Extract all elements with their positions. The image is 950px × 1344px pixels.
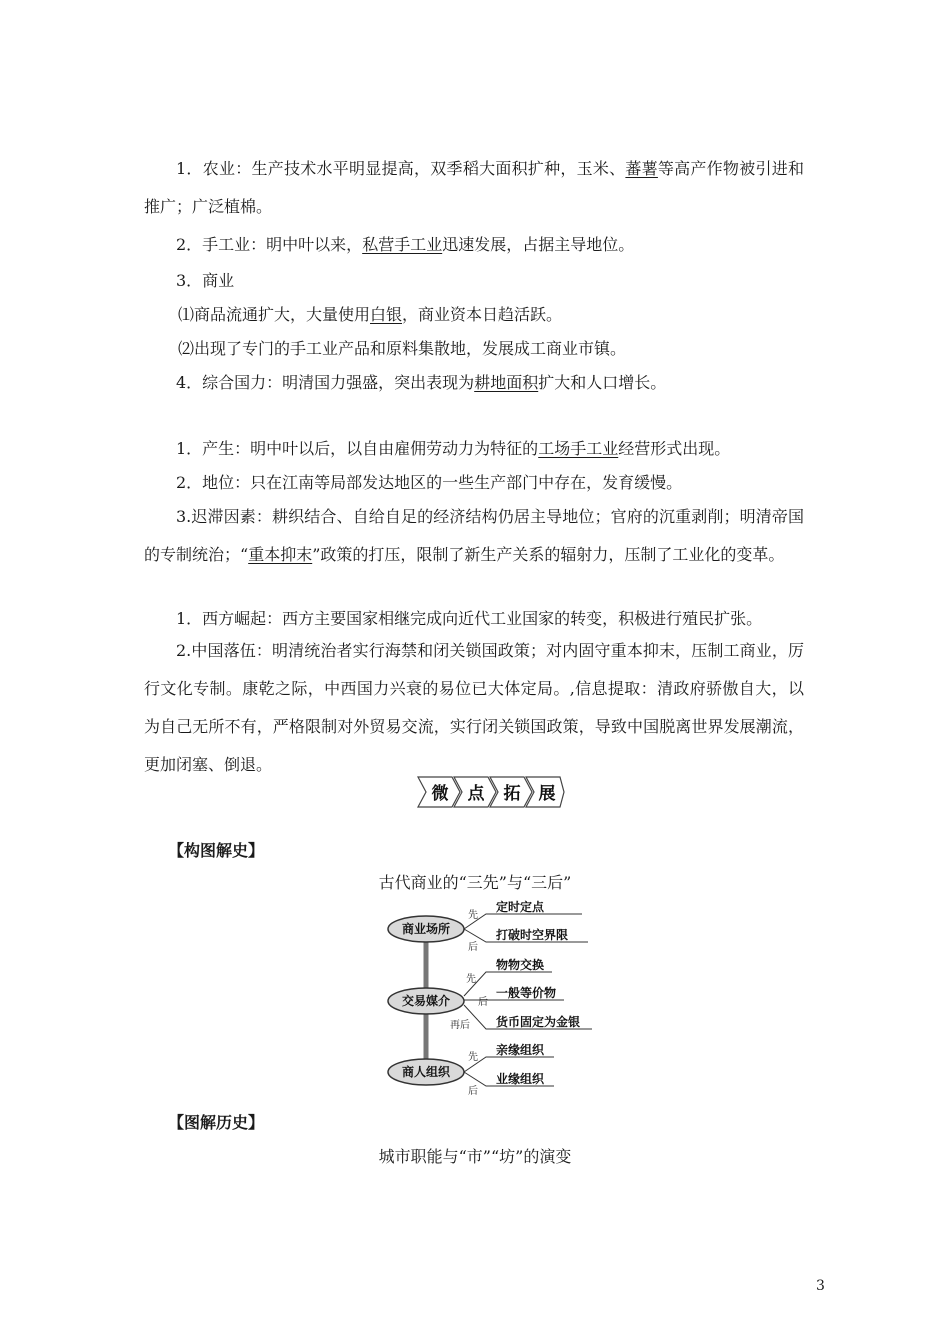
emergence-text: 1．产生：明中叶以后，以自由雇佣劳动力为特征的	[176, 439, 539, 458]
banner-char-4: 展	[538, 784, 556, 804]
national-power-underlined: 耕地面积	[474, 373, 539, 392]
commerce-diagram	[370, 892, 610, 1102]
node-label-place: 商业场所	[401, 922, 451, 936]
tag-medium-latest: 再后	[450, 1020, 470, 1031]
handicraft-text-end: 迅速发展，占据主导地位。	[442, 235, 635, 254]
agriculture-text: 1．农业：生产技术水平明显提高，双季稻大面积扩种，玉米、	[176, 159, 626, 178]
commerce-item-1	[178, 296, 804, 334]
tag-merchant-later: 后	[468, 1086, 478, 1097]
banner-char-3: 拓	[503, 784, 521, 804]
branch-break-limits: 打破时空界限	[496, 928, 569, 942]
page-number: 3	[816, 1278, 825, 1294]
handicraft-underlined-term: 私营手工业	[362, 235, 443, 254]
node-label-merchant: 商人组织	[401, 1065, 451, 1079]
tag-medium-later: 后	[478, 997, 488, 1008]
tag-place-later: 后	[468, 942, 478, 953]
stagnation-paragraph	[144, 498, 804, 574]
branch-general-equivalent: 一般等价物	[496, 986, 557, 1000]
tag-merchant-first: 先	[468, 1052, 478, 1063]
branch-occupation: 业缘组织	[496, 1072, 545, 1086]
banner-char-2: 点	[467, 784, 485, 804]
node-label-medium: 交易媒介	[401, 994, 451, 1008]
stagnation-text: 3.迟滞因素：耕织结合、自给自足的经济结构仍居主导地位；官府的沉重剥削；明清帝国的专制统治；“	[144, 507, 804, 564]
branch-fixed-time-place: 定时定点	[496, 900, 545, 914]
commerce-heading-text: 3．商业	[176, 271, 235, 290]
branch-barter: 物物交换	[496, 958, 545, 972]
handicraft-text: 2．手工业：明中叶以来，	[176, 235, 363, 254]
national-power-paragraph	[144, 364, 804, 402]
commerce-item-2	[178, 330, 804, 368]
stagnation-underlined: 重本抑末	[248, 545, 313, 564]
west-rise-text: 1．西方崛起：西方主要国家相继完成向近代工业国家的转变，积极进行殖民扩张。	[176, 609, 763, 628]
goutu-heading: 【构图解史】	[168, 841, 265, 860]
status-paragraph	[144, 464, 804, 502]
emergence-text-end: 经营形式出现。	[618, 439, 731, 458]
branch-kinship: 亲缘组织	[496, 1043, 545, 1057]
commerce-item-1-text-end: ，商业资本日趋活跃。	[402, 305, 563, 324]
micro-point-banner	[416, 774, 566, 810]
status-text: 2．地位：只在江南等局部发达地区的一些生产部门中存在，发育缓慢。	[176, 473, 683, 492]
china-decline-text: 2.中国落伍：明清统治者实行海禁和闭关锁国政策；对内固守重本抑末，压制工商业，厉行文化专制。康乾之际，中西国力兴衰的易位已大体定局。,信息提取：清政府骄傲自大，以为自己无所不有，严格限制对外贸易交流，实行闭关锁国政策，导致中国脱离世界发展潮流，更加闭塞、倒退。	[144, 641, 804, 774]
emergence-paragraph	[144, 430, 804, 468]
banner-char-1: 微	[431, 784, 449, 804]
branch-gold-silver: 货币固定为金银	[496, 1015, 581, 1029]
agriculture-text-end: 等高产作物被引进和推广；广泛植棉。	[144, 159, 804, 216]
tujie-caption: 城市职能与“市”“坊”的演变	[378, 1147, 572, 1166]
handicraft-paragraph	[144, 226, 804, 264]
commerce-heading	[144, 262, 804, 300]
emergence-underlined: 工场手工业	[538, 439, 619, 458]
agriculture-paragraph	[144, 150, 804, 226]
commerce-item-2-text: ⑵出现了专门的手工业产品和原料集散地，发展成工商业市镇。	[178, 339, 627, 358]
tujie-heading: 【图解历史】	[168, 1113, 265, 1132]
china-decline-paragraph	[144, 632, 804, 784]
goutu-caption: 古代商业的“三先”与“三后”	[378, 873, 572, 892]
stagnation-text-end: ”政策的打压，限制了新生产关系的辐射力，压制了工业化的变革。	[312, 545, 785, 564]
national-power-text-end: 扩大和人口增长。	[538, 373, 667, 392]
commerce-item-1-text: ⑴商品流通扩大，大量使用	[178, 305, 371, 324]
tag-medium-first: 先	[466, 974, 476, 985]
national-power-text: 4．综合国力：明清国力强盛，突出表现为	[176, 373, 475, 392]
commerce-item-1-underlined: 白银	[370, 305, 403, 324]
tag-place-first: 先	[468, 910, 478, 921]
agriculture-underlined-term: 蕃薯	[625, 159, 658, 178]
